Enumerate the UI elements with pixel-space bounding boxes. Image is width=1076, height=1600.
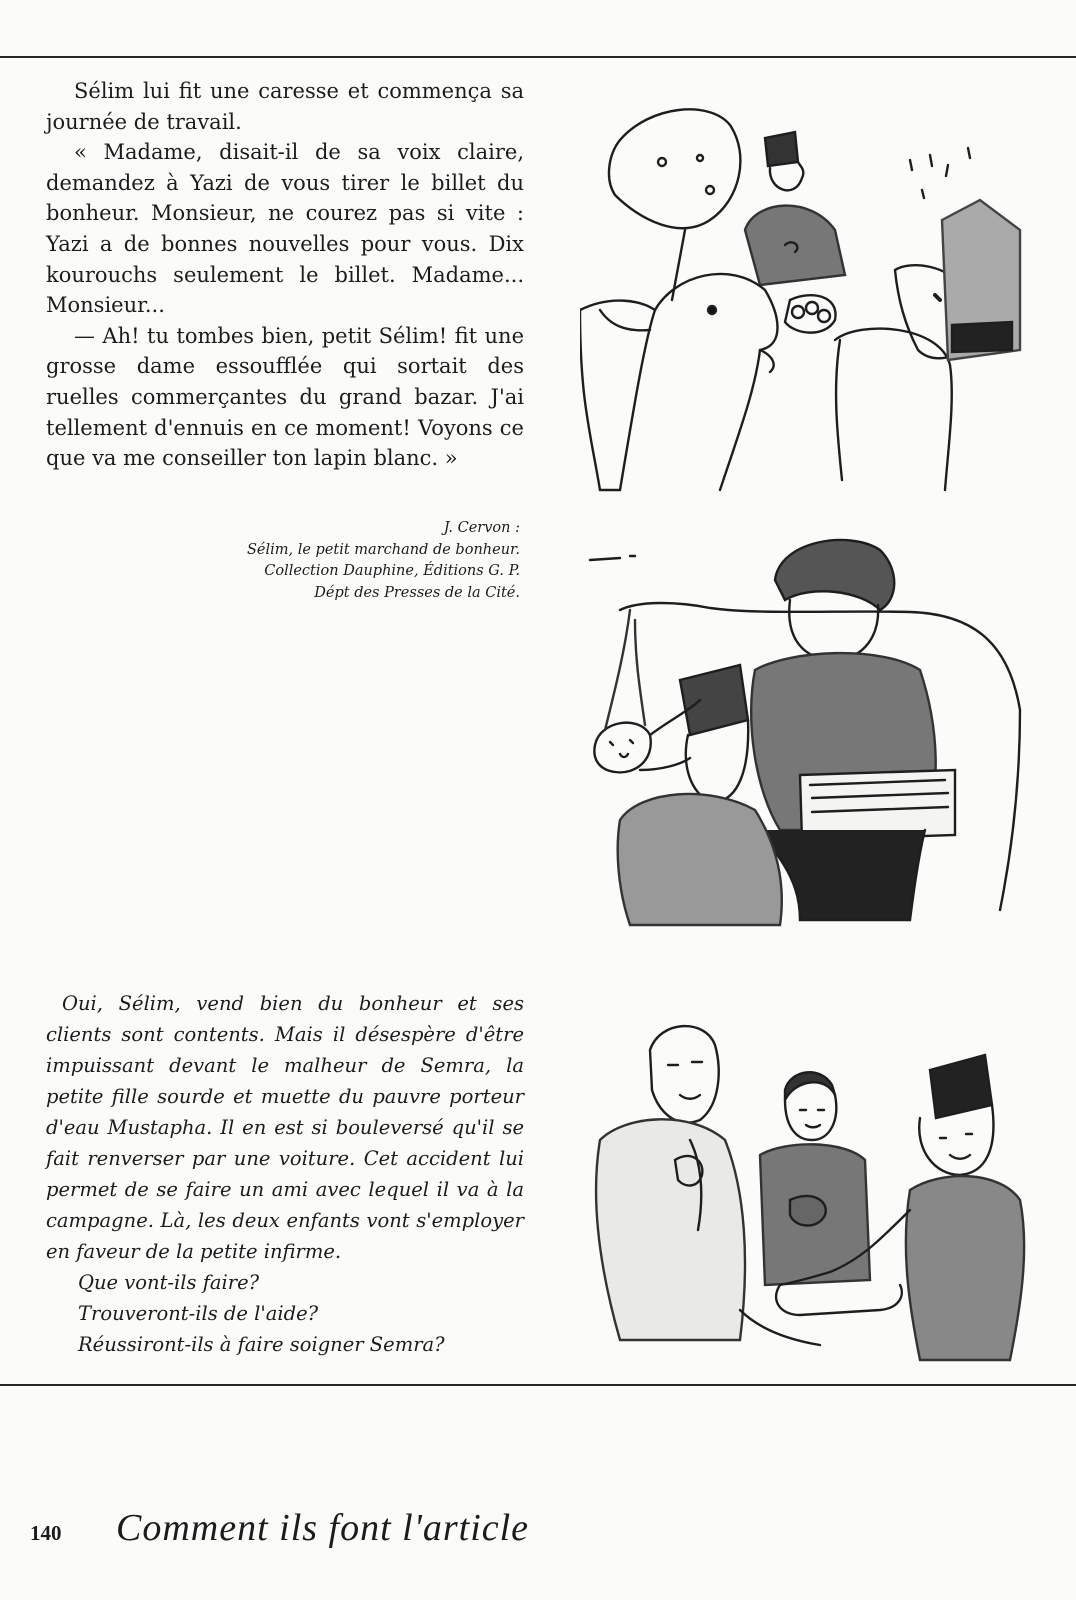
summary-paragraph: Oui, Sélim, vend bien du bonheur et ses clients sont contents. Mais il désespère d'être impuissant devant le malheur de Semra, la petite fille sourde et muette du pauvre porteur d'eau Mustapha. Il en est si bouleversé qu'il se fait renverser par une voiture. Cet accident lui permet de se faire un ami avec lequel il va à la campagne. Là, les deux enfants vont s'employer en faveur de la petite infirme. <box>46 992 524 1263</box>
illustration-boy-with-animals <box>580 100 1050 500</box>
illustration-three-figures <box>580 1010 1050 1370</box>
top-rule <box>0 56 1076 58</box>
credit-collection: Collection Dauphine, Éditions G. P. <box>264 563 520 579</box>
summary-question: Trouveront-ils de l'aide? <box>78 1302 319 1325</box>
summary-question: Que vont-ils faire? <box>78 1271 260 1294</box>
bottom-rule <box>0 1384 1076 1386</box>
illustration-woman-with-box <box>580 530 1050 930</box>
book-excerpt <box>46 76 524 474</box>
excerpt-paragraph: « Madame, disait-il de sa voix claire, demandez à Yazi de vous tirer le billet du bonheur. Monsieur, ne courez pas si vite : Yazi a de bonnes nouvelles pour vous. Dix kourouchs seulement le billet. Madame... Monsieur... <box>46 140 524 318</box>
page-number: 140 <box>30 1521 62 1545</box>
credit-book-title: Sélim, le petit marchand de bonheur. <box>246 541 520 558</box>
excerpt-paragraph: Sélim lui fit une caresse et commença sa journée de travail. <box>46 79 524 134</box>
summary-question: Réussiront-ils à faire soigner Semra? <box>78 1333 445 1356</box>
source-credits <box>60 518 520 604</box>
running-title: Comment ils font l'article <box>116 1507 530 1549</box>
credit-publisher: Dépt des Presses de la Cité. <box>314 584 520 601</box>
story-summary <box>46 988 524 1360</box>
credit-author: J. Cervon : <box>443 520 520 536</box>
excerpt-paragraph: — Ah! tu tombes bien, petit Sélim! fit une grosse dame essoufflée qui sortait des ruelles commerçantes du grand bazar. J'ai tellement d'ennuis en ce moment! Voyons ce que va me conseiller ton lapin blanc. » <box>46 323 524 471</box>
